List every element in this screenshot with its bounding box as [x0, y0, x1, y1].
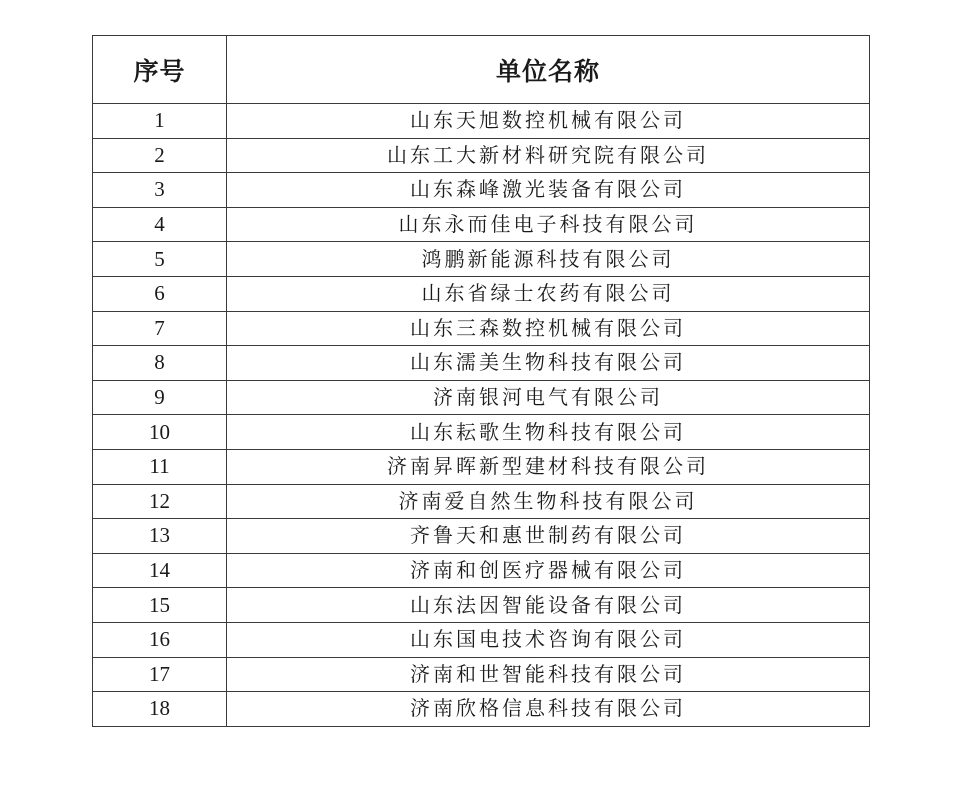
row-seq: 4	[93, 207, 227, 242]
row-seq: 10	[93, 415, 227, 450]
header-seq: 序号	[93, 36, 227, 104]
header-row	[93, 36, 870, 104]
table-row	[93, 553, 870, 588]
row-company-name: 济南欣格信息科技有限公司	[227, 692, 870, 727]
row-company-name: 山东国电技术咨询有限公司	[227, 622, 870, 657]
row-seq: 18	[93, 692, 227, 727]
row-company-name: 山东天旭数控机械有限公司	[227, 104, 870, 139]
table-row	[93, 207, 870, 242]
row-company-name: 济南爱自然生物科技有限公司	[227, 484, 870, 519]
table-row	[93, 692, 870, 727]
row-seq: 14	[93, 553, 227, 588]
row-company-name: 济南和创医疗器械有限公司	[227, 553, 870, 588]
row-company-name: 济南昇晖新型建材科技有限公司	[227, 449, 870, 484]
row-seq: 1	[93, 104, 227, 139]
company-list-table	[92, 35, 870, 727]
header-company-name: 单位名称	[227, 36, 870, 104]
table-row	[93, 622, 870, 657]
table-row	[93, 311, 870, 346]
row-company-name: 济南银河电气有限公司	[227, 380, 870, 415]
table-row	[93, 380, 870, 415]
row-seq: 16	[93, 622, 227, 657]
row-seq: 7	[93, 311, 227, 346]
row-seq: 5	[93, 242, 227, 277]
row-seq: 13	[93, 519, 227, 554]
row-seq: 12	[93, 484, 227, 519]
row-company-name: 山东耘歌生物科技有限公司	[227, 415, 870, 450]
row-seq: 9	[93, 380, 227, 415]
row-company-name: 山东三森数控机械有限公司	[227, 311, 870, 346]
table-row	[93, 657, 870, 692]
row-company-name: 山东永而佳电子科技有限公司	[227, 207, 870, 242]
table-row	[93, 276, 870, 311]
row-company-name: 齐鲁天和惠世制药有限公司	[227, 519, 870, 554]
table-row	[93, 415, 870, 450]
row-seq: 3	[93, 173, 227, 208]
row-seq: 15	[93, 588, 227, 623]
table-row	[93, 519, 870, 554]
row-company-name: 济南和世智能科技有限公司	[227, 657, 870, 692]
table-row	[93, 138, 870, 173]
table-row	[93, 104, 870, 139]
row-seq: 6	[93, 276, 227, 311]
table-row	[93, 173, 870, 208]
table-row	[93, 588, 870, 623]
row-company-name: 山东省绿士农药有限公司	[227, 276, 870, 311]
row-company-name: 山东濡美生物科技有限公司	[227, 346, 870, 381]
row-company-name: 山东法因智能设备有限公司	[227, 588, 870, 623]
row-company-name: 鸿鹏新能源科技有限公司	[227, 242, 870, 277]
row-seq: 2	[93, 138, 227, 173]
company-list-sheet	[92, 35, 869, 727]
row-seq: 11	[93, 449, 227, 484]
row-company-name: 山东工大新材料研究院有限公司	[227, 138, 870, 173]
table-row	[93, 449, 870, 484]
table-row	[93, 242, 870, 277]
table-body	[93, 104, 870, 727]
row-company-name: 山东森峰激光装备有限公司	[227, 173, 870, 208]
row-seq: 8	[93, 346, 227, 381]
table-row	[93, 346, 870, 381]
row-seq: 17	[93, 657, 227, 692]
table-row	[93, 484, 870, 519]
table-header	[93, 36, 870, 104]
